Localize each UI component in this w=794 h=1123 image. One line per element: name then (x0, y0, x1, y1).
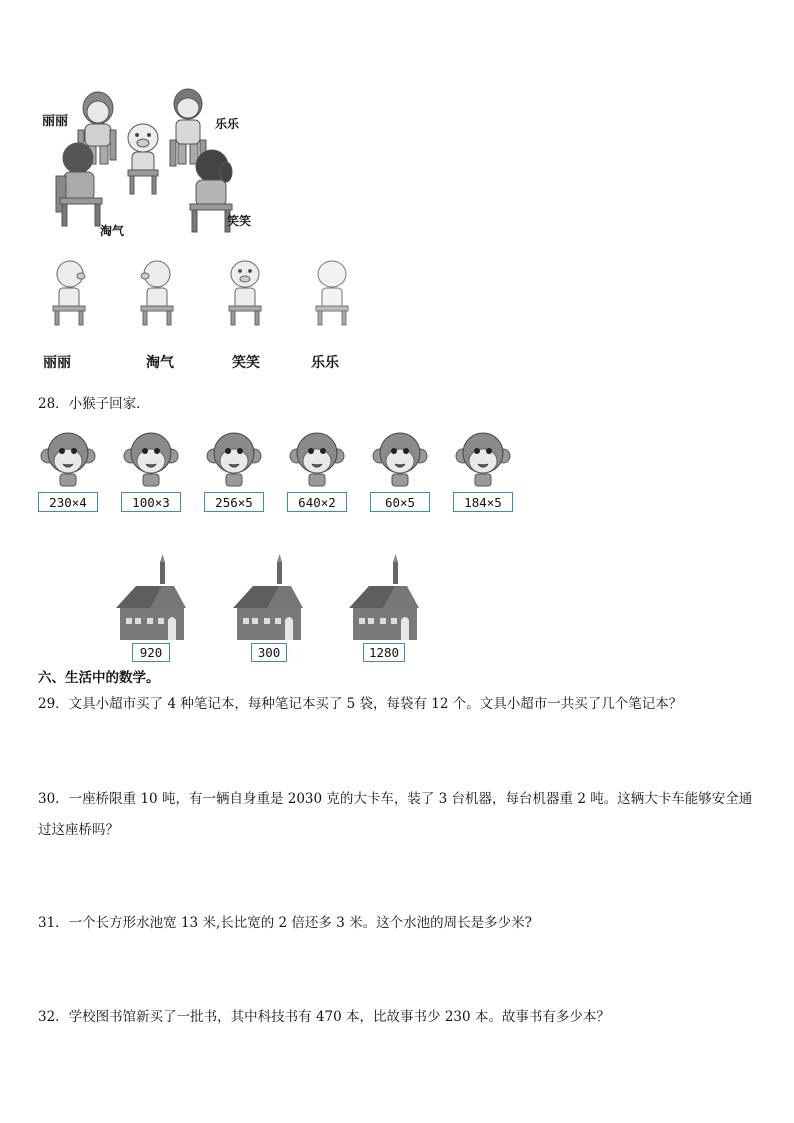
house-number-3: 1280 (363, 643, 405, 662)
monkey-icon (41, 433, 95, 486)
question-31: 31．一个长方形水池宽 13 米,长比宽的 2 倍还多 3 米。这个水池的周长是多少米? (38, 915, 532, 931)
house-icon (116, 554, 186, 640)
monkey-expression-2: 100×3 (121, 492, 181, 512)
question-29: 29．文具小超市买了 4 种笔记本，每种笔记本买了 5 袋，每袋有 12 个。文具小超市一共买了几个笔记本？ (38, 696, 683, 712)
question-30-line-1: 30．一座桥限重 10 吨，有一辆自身重是 2030 克的大卡车，装了 3 台机器，每台机器重 2 吨。这辆大卡车能够安全通 (38, 791, 753, 807)
monkey-expression-3: 256×5 (204, 492, 264, 512)
monkey-icon (373, 433, 427, 486)
pig-figure (128, 124, 158, 194)
house-number-2: 300 (251, 643, 287, 662)
option-label-2: 淘气 (146, 355, 174, 371)
option-label-4: 乐乐 (311, 355, 339, 371)
monkey-expression-5: 60×5 (370, 492, 430, 512)
house-number-1: 920 (132, 643, 170, 662)
house-icon (233, 554, 303, 640)
question-30-line-2: 过这座桥吗？ (38, 822, 119, 838)
option-label-3: 笑笑 (232, 355, 260, 371)
section-6-title: 六、生活中的数学。 (38, 670, 160, 686)
girl-xiaoxiao-figure (190, 150, 232, 232)
scene-label-xiaoxiao: 笑笑 (227, 214, 252, 228)
monkey-icon (124, 433, 178, 486)
house-icon (349, 554, 419, 640)
monkey-expression-4: 640×2 (287, 492, 347, 512)
house-row (110, 552, 430, 642)
pig-view-4 (316, 261, 348, 325)
monkey-icon (207, 433, 261, 486)
monkey-icon (290, 433, 344, 486)
pig-view-3 (229, 261, 261, 325)
scene-label-taoqi: 淘气 (100, 224, 125, 238)
monkeys-drawing (38, 428, 518, 488)
question-28-title: 28．小猴子回家． (38, 396, 150, 412)
pig-view-1 (53, 261, 85, 325)
scene-label-lili: 丽丽 (42, 114, 69, 129)
pig-view-options (45, 258, 365, 328)
houses-drawing (110, 552, 430, 642)
monkey-row (38, 428, 518, 488)
pig-view-2 (141, 261, 173, 325)
monkey-expression-6: 184×5 (453, 492, 513, 512)
pig-views-drawing (45, 258, 365, 328)
monkey-icon (456, 433, 510, 486)
question-32: 32．学校图书馆新买了一批书，其中科技书有 470 本，比故事书少 230 本。故事书有多少本？ (38, 1009, 610, 1025)
option-label-1: 丽丽 (43, 355, 71, 371)
scene-label-lele: 乐乐 (215, 117, 240, 131)
monkey-expression-1: 230×4 (38, 492, 98, 512)
